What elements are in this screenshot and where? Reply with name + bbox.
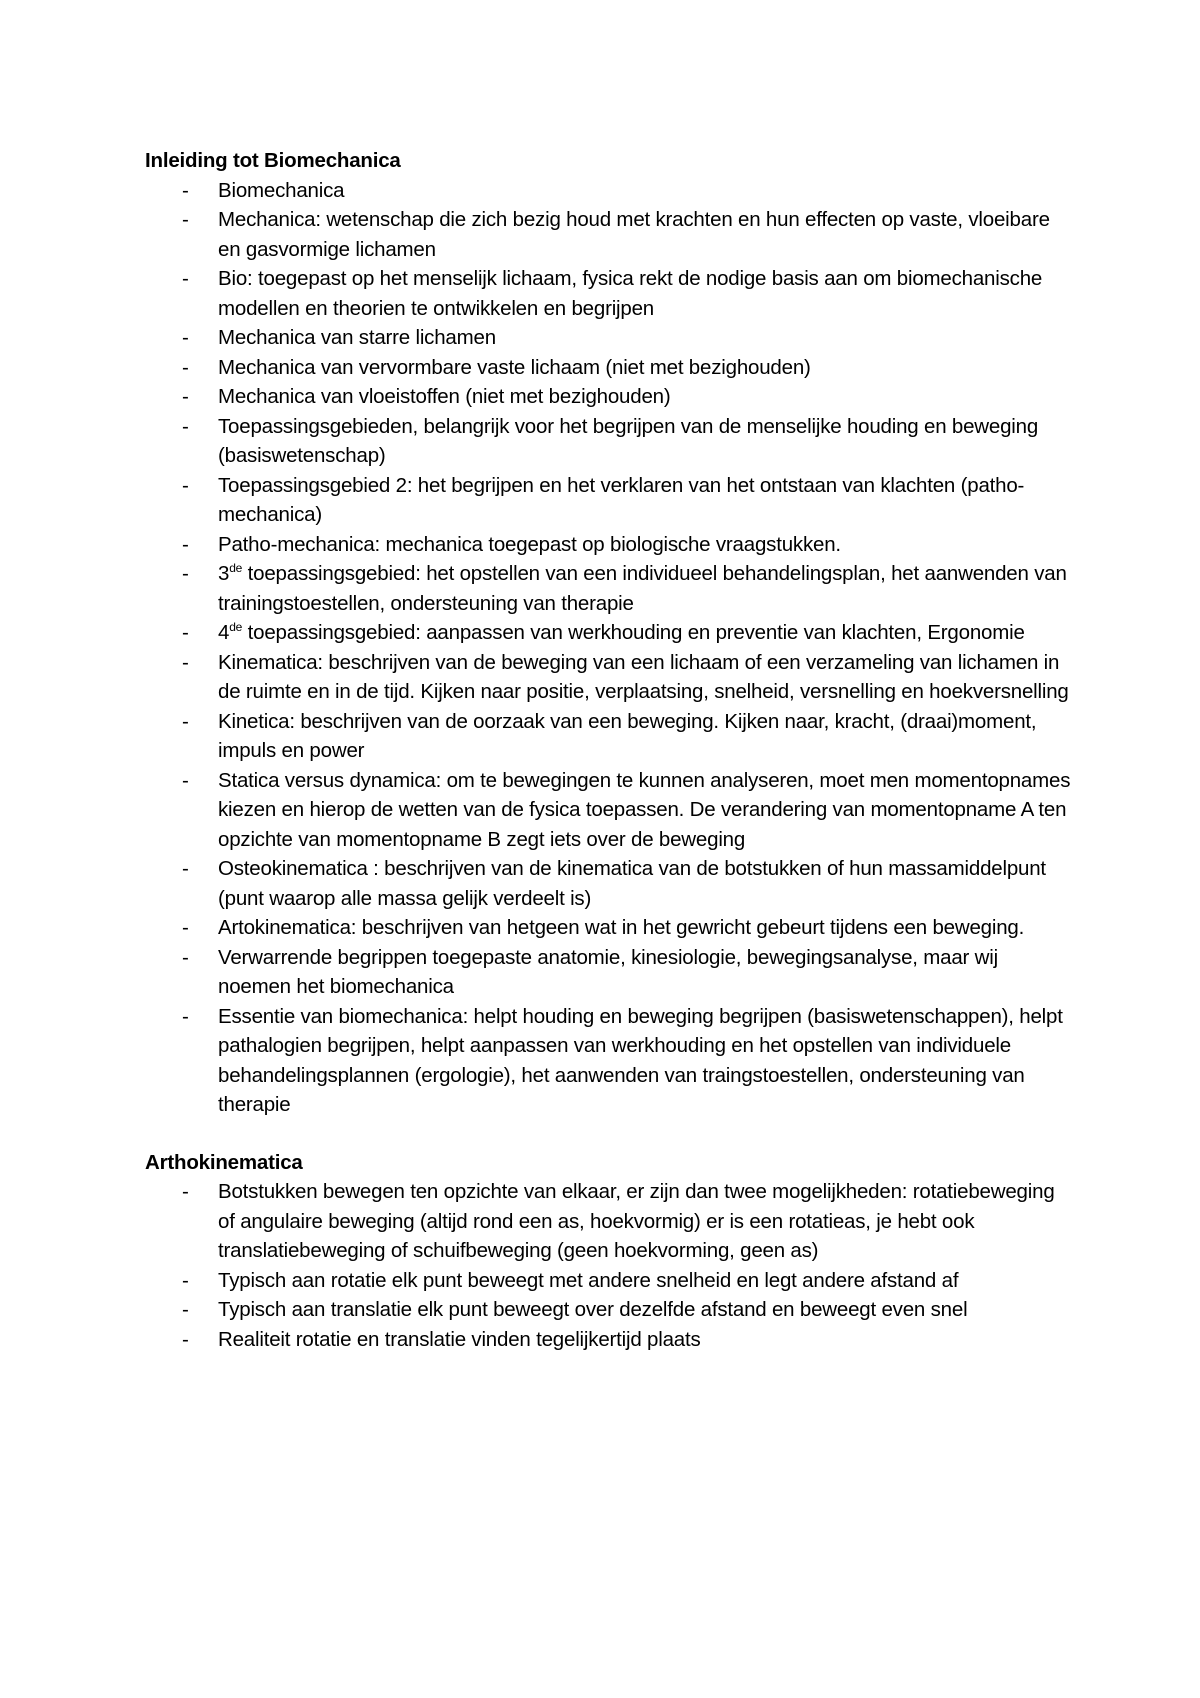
bullet-dash: - <box>182 650 189 674</box>
item-text: Kinematica: beschrijven van de beweging van een lichaam of een verzameling van lichamen in de ruimte en in de tijd. Kijken naar positie, verplaatsing, snelheid, versnelling en hoekversnelling <box>218 650 1069 703</box>
bullet-dash: - <box>182 1004 189 1028</box>
bullet-dash: - <box>182 473 189 497</box>
bullet-dash: - <box>182 709 189 733</box>
list-item <box>145 264 1075 323</box>
item-text: Realiteit rotatie en translatie vinden tegelijkertijd plaats <box>218 1327 701 1351</box>
section-heading: Inleiding tot Biomechanica <box>145 149 401 172</box>
bullet-dash: - <box>182 326 189 349</box>
list-item <box>145 323 1075 353</box>
item-number: 4 <box>218 621 230 644</box>
section-2 <box>145 1148 1075 1355</box>
list-item <box>145 471 1075 530</box>
list-item <box>145 1325 1075 1355</box>
bullet-dash: - <box>182 857 189 880</box>
list-item <box>145 1295 1075 1325</box>
list-item <box>145 854 1075 913</box>
bullet-dash: - <box>182 1180 189 1203</box>
list-item <box>145 943 1075 1002</box>
item-text: Mechanica: wetenschap die zich bezig houd met krachten en hun effecten op vaste, vloeibare en gasvormige lichamen <box>218 208 1050 261</box>
item-text: Toepassingsgebieden, belangrijk voor het begrijpen van de menselijke houding en beweging (basiswetenschap) <box>218 414 1039 467</box>
ordinal-suffix: de <box>229 620 243 634</box>
item-text: toepassingsgebied: het opstellen van een individueel behandelingsplan, het aanwenden van trainingstoestellen, ondersteuning van therapie <box>218 562 1067 615</box>
bullet-dash: - <box>182 1298 189 1321</box>
bullet-dash: - <box>182 267 189 290</box>
list-item <box>145 412 1075 471</box>
item-text: Mechanica van vloeistoffen (niet met bezighouden) <box>218 385 671 408</box>
item-text: Bio: toegepast op het menselijk lichaam, fysica rekt de nodige basis aan om biomechanische modellen en theorien te ontwikkelen en begrijpen <box>218 267 1043 320</box>
list-item <box>145 559 1075 618</box>
bullet-dash: - <box>182 355 189 379</box>
ordinal-suffix: de <box>229 561 243 575</box>
item-text: Biomechanica <box>218 178 345 202</box>
bullet-dash: - <box>182 945 189 969</box>
list-item <box>145 707 1075 766</box>
list-item <box>145 176 1075 206</box>
bullet-dash: - <box>182 1268 189 1292</box>
list-item <box>145 382 1075 412</box>
bullet-dash: - <box>182 562 189 585</box>
list-item <box>145 1177 1075 1266</box>
bullet-dash: - <box>182 178 189 202</box>
bullet-list <box>145 1177 1075 1354</box>
bullet-dash: - <box>182 414 189 438</box>
item-text: Patho-mechanica: mechanica toegepast op biologische vraagstukken. <box>218 532 841 556</box>
item-number: 3 <box>218 562 230 585</box>
item-text: Osteokinematica : beschrijven van de kinematica van de botstukken of hun massamiddelpunt (punt waarop alle massa gelijk verdeelt is) <box>218 857 1046 910</box>
document-content <box>145 146 1075 1382</box>
item-text: Kinetica: beschrijven van de oorzaak van een beweging. Kijken naar, kracht, (draai)moment, impuls en power <box>218 709 1037 762</box>
bullet-dash: - <box>182 1327 189 1351</box>
item-text: Mechanica van starre lichamen <box>218 326 496 349</box>
item-text: Toepassingsgebied 2: het begrijpen en het verklaren van het ontstaan van klachten (patho-mechanica) <box>218 473 1025 526</box>
list-item <box>145 648 1075 707</box>
bullet-dash: - <box>182 532 189 556</box>
bullet-dash: - <box>182 385 189 408</box>
bullet-dash: - <box>182 768 189 792</box>
list-item <box>145 1002 1075 1120</box>
section-1 <box>145 146 1075 1120</box>
bullet-dash: - <box>182 916 189 939</box>
bullet-list <box>145 176 1075 1120</box>
item-text: Verwarrende begrippen toegepaste anatomie, kinesiologie, bewegingsanalyse, maar wij noemen het biomechanica <box>218 945 998 998</box>
item-text: Mechanica van vervormbare vaste lichaam (niet met bezighouden) <box>218 355 811 379</box>
list-item <box>145 1266 1075 1296</box>
item-text: Typisch aan rotatie elk punt beweegt met andere snelheid en legt andere afstand af <box>218 1268 959 1292</box>
item-text: Statica versus dynamica: om te bewegingen te kunnen analyseren, moet men momentopnames kiezen en hierop de wetten van de fysica toepassen. De verandering van momentopname A ten opzichte van momentopname B zegt iets over de beweging <box>218 768 1071 851</box>
list-item <box>145 766 1075 855</box>
item-text: Essentie van biomechanica: helpt houding en beweging begrijpen (basiswetenschappen), helpt pathalogien begrijpen, helpt aanpassen van werkhouding en het opstellen van individuele behandelingsplannen (ergologie), het aanwenden van traingstoestellen, ondersteuning van therapie <box>218 1004 1063 1116</box>
section-heading: Arthokinematica <box>145 1150 303 1174</box>
item-text: toepassingsgebied: aanpassen van werkhouding en preventie van klachten, Ergonomie <box>242 621 1025 644</box>
item-text: Typisch aan translatie elk punt beweegt over dezelfde afstand en beweegt even snel <box>218 1298 968 1321</box>
item-text: Botstukken bewegen ten opzichte van elkaar, er zijn dan twee mogelijkheden: rotatiebeweging of angulaire beweging (altijd rond een as, hoekvormig) er is een rotatieas, je hebt ook translatiebeweging of schuifbeweging (geen hoekvorming, geen as) <box>218 1180 1055 1262</box>
list-item <box>145 205 1075 264</box>
list-item <box>145 353 1075 383</box>
list-item <box>145 618 1075 648</box>
list-item <box>145 530 1075 560</box>
item-text: Artokinematica: beschrijven van hetgeen wat in het gewricht gebeurt tijdens een beweging. <box>218 916 1025 939</box>
bullet-dash: - <box>182 621 189 644</box>
bullet-dash: - <box>182 208 189 231</box>
list-item <box>145 913 1075 943</box>
